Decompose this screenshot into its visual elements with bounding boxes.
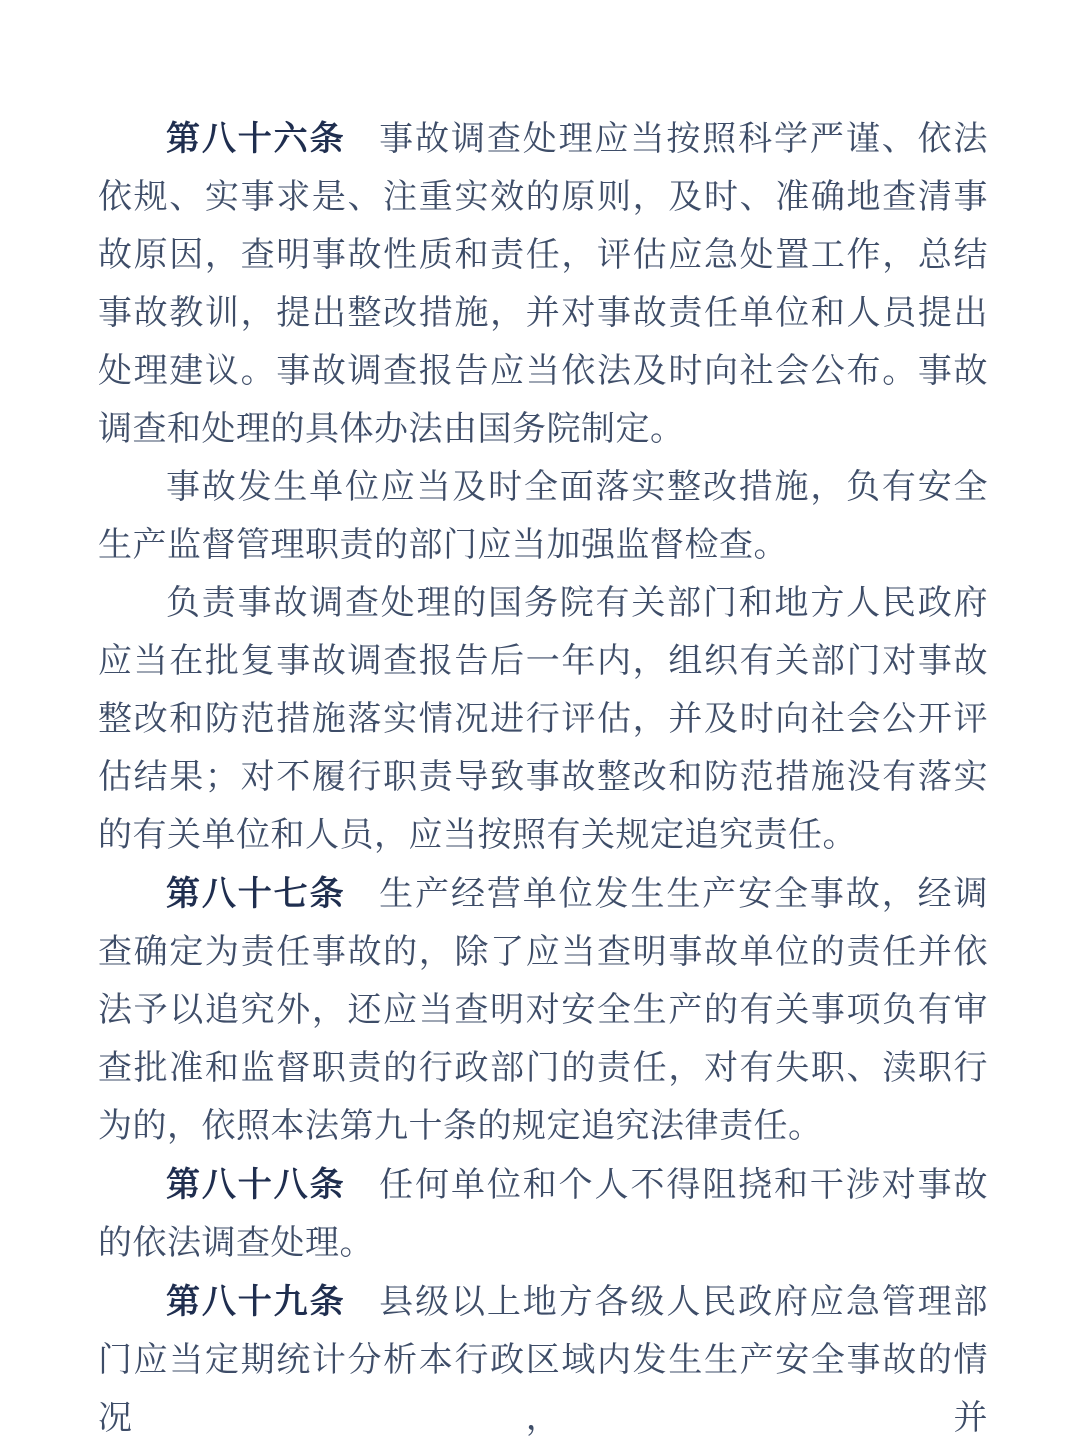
paragraph-text: 县级以上地方各级人民政府应急管理部门应当定期统计分析本行政区域内发生生产安全事故的情况，并 — [98, 1284, 989, 1437]
paragraph-text: 生产经营单位发生生产安全事故，经调查确定为责任事故的，除了应当查明事故单位的责任并依法予以追究外，还应当查明对安全生产的有关事项负有审查批准和监督职责的行政部门的责任，对有失职、渎职行为的，依照本法第九十条的规定追究法律责任。 — [98, 876, 989, 1145]
law-paragraph-article-86-cont-2 — [98, 575, 988, 865]
law-paragraph-article-86-cont-1 — [98, 459, 988, 575]
article-number-87: 第八十七条 — [166, 875, 346, 913]
paragraph-text: 负责事故调查处理的国务院有关部门和地方人民政府应当在批复事故调查报告后一年内，组织有关部门对事故整改和防范措施落实情况进行评估，并及时向社会公开评估结果；对不履行职责导致事故整改和防范措施没有落实的有关单位和人员，应当按照有关规定追究责任。 — [98, 585, 988, 854]
paragraph-text: 事故调查处理应当按照科学严谨、依法依规、实事求是、注重实效的原则，及时、准确地查清事故原因，查明事故性质和责任，评估应急处置工作，总结事故教训，提出整改措施，并对事故责任单位和人员提出处理建议。事故调查报告应当依法及时向社会公布。事故调查和处理的具体办法由国务院制定。 — [98, 121, 989, 448]
paragraph-text: 任何单位和个人不得阻挠和干涉对事故的依法调查处理。 — [98, 1167, 989, 1262]
paragraph-text: 事故发生单位应当及时全面落实整改措施，负有安全生产监督管理职责的部门应当加强监督检查。 — [98, 469, 988, 564]
article-number-86: 第八十六条 — [166, 120, 346, 158]
article-number-88: 第八十八条 — [166, 1166, 346, 1204]
law-paragraph-article-87 — [98, 865, 988, 1156]
article-number-89: 第八十九条 — [166, 1283, 346, 1321]
law-paragraph-article-86 — [98, 110, 988, 459]
law-paragraph-article-88 — [98, 1156, 988, 1273]
law-paragraph-article-89 — [98, 1273, 988, 1448]
